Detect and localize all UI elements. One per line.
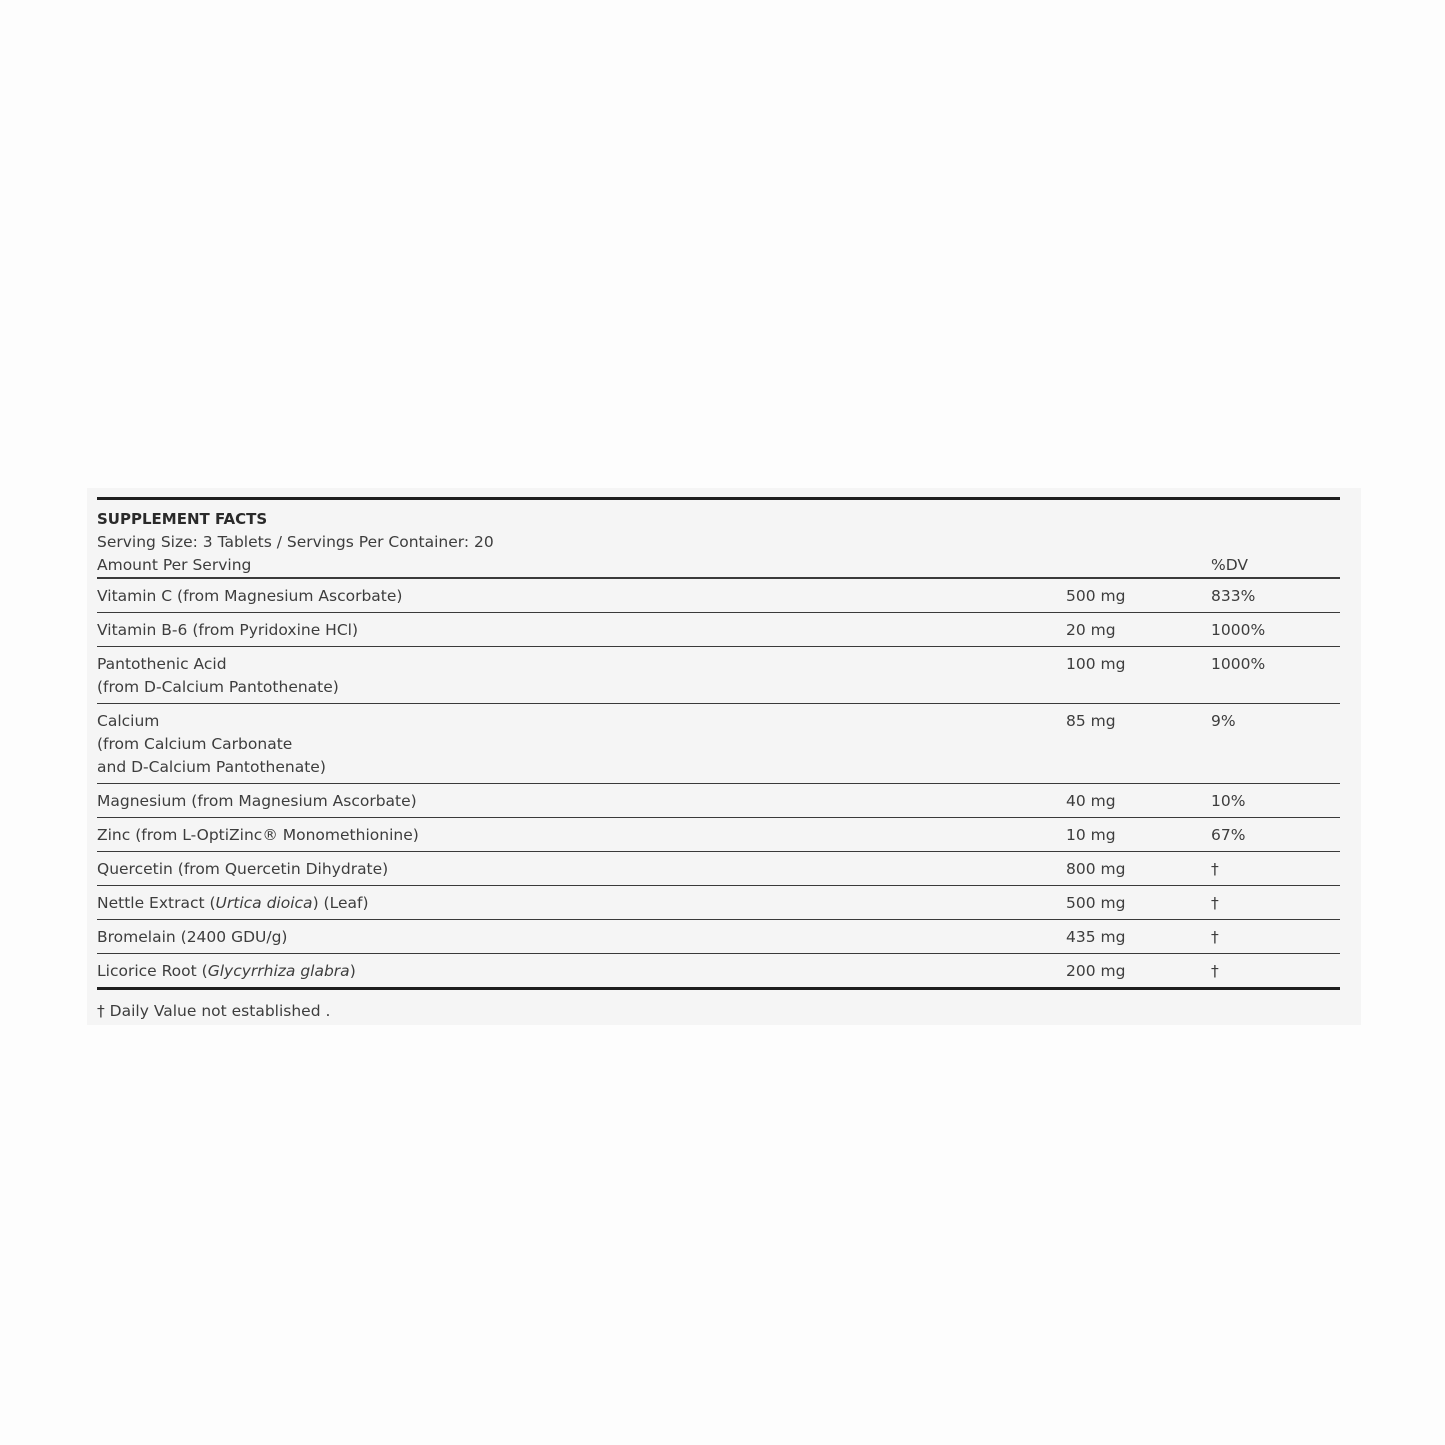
ingredient-latin-name: Urtica dioica <box>215 893 313 912</box>
ingredient-name-line: and D-Calcium Pantothenate) <box>97 757 326 776</box>
ingredient-dv: 10% <box>1211 791 1246 810</box>
ingredient-dv: † <box>1211 927 1219 946</box>
ingredient-amount: 200 mg <box>1066 961 1126 980</box>
ingredient-dv: † <box>1211 893 1219 912</box>
ingredient-name-line: (from D-Calcium Pantothenate) <box>97 677 339 696</box>
ingredient-name-part: ) <box>349 961 356 980</box>
ingredient-name-line: Calcium <box>97 711 160 730</box>
ingredient-name <box>97 710 997 779</box>
ingredient-amount: 500 mg <box>1066 893 1126 912</box>
table-row <box>97 852 1340 886</box>
footnote: † Daily Value not established . <box>97 1001 331 1020</box>
supplement-facts-panel <box>87 488 1361 1025</box>
serving-info: Serving Size: 3 Tablets / Servings Per Container: 20 <box>97 533 494 551</box>
ingredient-name-part: ) (Leaf) <box>312 893 369 912</box>
ingredient-dv: † <box>1211 961 1219 980</box>
table-row <box>97 818 1340 852</box>
table-row <box>97 647 1340 704</box>
ingredient-name: Vitamin C (from Magnesium Ascorbate) <box>97 586 403 605</box>
dv-column-header: %DV <box>1211 556 1248 574</box>
ingredient-name-line: Pantothenic Acid <box>97 654 227 673</box>
ingredient-latin-name: Glycyrrhiza glabra <box>207 961 350 980</box>
ingredient-name: Bromelain (2400 GDU/g) <box>97 927 288 946</box>
table-row <box>97 920 1340 954</box>
ingredient-amount: 10 mg <box>1066 825 1116 844</box>
table-row <box>97 784 1340 818</box>
ingredient-dv: † <box>1211 859 1219 878</box>
ingredient-amount: 435 mg <box>1066 927 1126 946</box>
ingredient-dv: 67% <box>1211 825 1246 844</box>
ingredient-name: Vitamin B-6 (from Pyridoxine HCl) <box>97 620 359 639</box>
table-row <box>97 579 1340 613</box>
table-row <box>97 704 1340 784</box>
amount-row <box>97 554 1340 577</box>
table-row <box>97 954 1340 987</box>
ingredient-name <box>97 653 997 699</box>
ingredient-amount: 100 mg <box>1066 654 1126 673</box>
ingredient-name-part: Licorice Root ( <box>97 961 208 980</box>
ingredient-name: Quercetin (from Quercetin Dihydrate) <box>97 859 389 878</box>
ingredient-dv: 1000% <box>1211 654 1266 673</box>
supplement-facts-table <box>97 497 1340 1023</box>
ingredient-amount: 800 mg <box>1066 859 1126 878</box>
amount-per-serving-label: Amount Per Serving <box>97 556 252 574</box>
ingredient-name <box>97 960 997 983</box>
ingredient-dv: 1000% <box>1211 620 1266 639</box>
facts-title: SUPPLEMENT FACTS <box>97 510 268 528</box>
ingredient-amount: 20 mg <box>1066 620 1116 639</box>
ingredient-name-part: Nettle Extract ( <box>97 893 216 912</box>
ingredient-dv: 9% <box>1211 711 1236 730</box>
ingredient-dv: 833% <box>1211 586 1256 605</box>
ingredient-name: Magnesium (from Magnesium Ascorbate) <box>97 791 417 810</box>
ingredient-amount: 85 mg <box>1066 711 1116 730</box>
facts-header <box>97 500 1340 577</box>
ingredient-amount: 40 mg <box>1066 791 1116 810</box>
table-row <box>97 886 1340 920</box>
table-row <box>97 613 1340 647</box>
ingredient-name: Zinc (from L-OptiZinc® Monomethionine) <box>97 825 419 844</box>
ingredient-name-line: (from Calcium Carbonate <box>97 734 293 753</box>
ingredient-name <box>97 892 997 915</box>
ingredient-amount: 500 mg <box>1066 586 1126 605</box>
